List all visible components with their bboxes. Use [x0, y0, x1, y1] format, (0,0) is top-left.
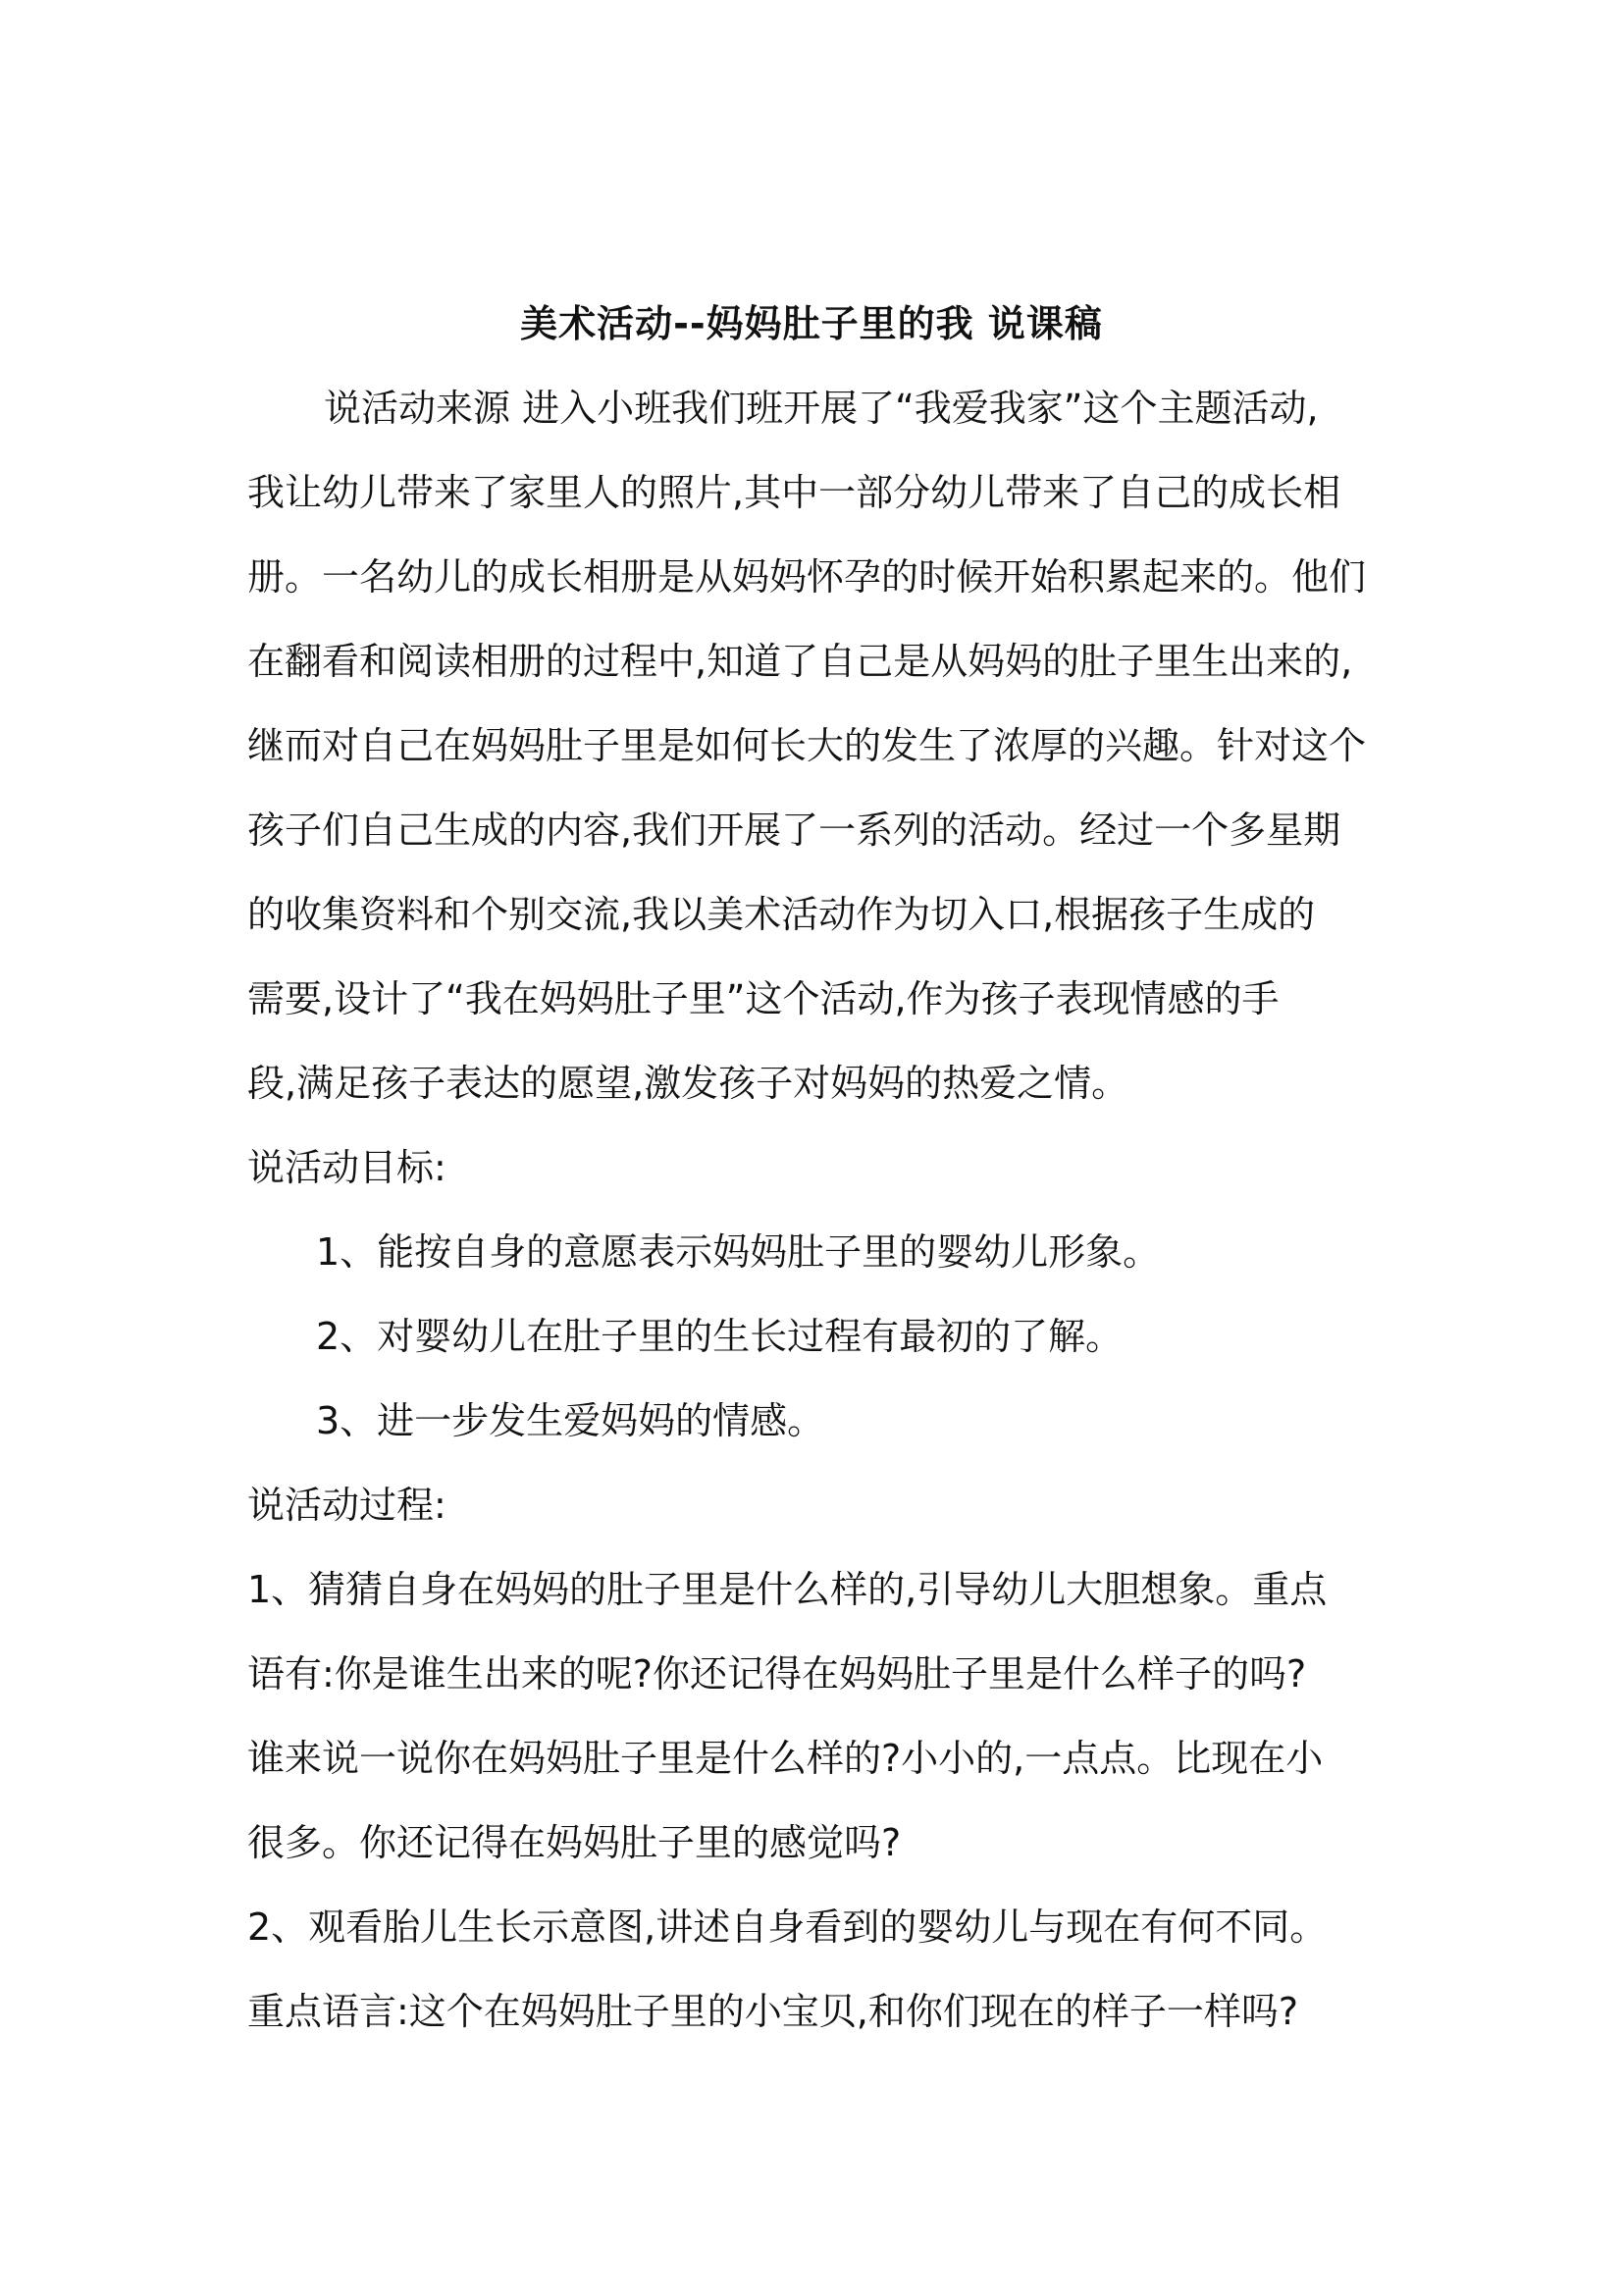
paragraph-line: 的收集资料和个别交流,我以美术活动作为切入口,根据孩子生成的	[247, 893, 1316, 936]
goal-item: 3、进一步发生爱妈妈的情感。	[316, 1399, 825, 1442]
paragraph-line: 2、观看胎儿生长示意图,讲述自身看到的婴幼儿与现在有何不同。	[247, 1905, 1328, 1949]
goal-item: 2、对婴幼儿在肚子里的生长过程有最初的了解。	[316, 1315, 1124, 1358]
paragraph-line: 谁来说一说你在妈妈肚子里是什么样的?小小的,一点点。比现在小	[247, 1737, 1324, 1780]
section-heading-process: 说活动过程:	[247, 1484, 446, 1527]
document-title: 美术活动--妈妈肚子里的我 说课稿	[520, 302, 1103, 345]
paragraph-line: 语有:你是谁生出来的呢?你还记得在妈妈肚子里是什么样子的吗?	[247, 1652, 1307, 1696]
paragraph-line: 我让幼儿带来了家里人的照片,其中一部分幼儿带来了自己的成长相	[247, 471, 1341, 514]
goal-item: 1、能按自身的意愿表示妈妈肚子里的婴幼儿形象。	[316, 1230, 1161, 1274]
paragraph-line: 说活动来源 进入小班我们班开展了“我爱我家”这个主题活动,	[324, 387, 1319, 430]
paragraph-line: 册。一名幼儿的成长相册是从妈妈怀孕的时候开始积累起来的。他们	[247, 555, 1367, 599]
paragraph-line: 重点语言:这个在妈妈肚子里的小宝贝,和你们现在的样子一样吗?	[247, 1990, 1299, 2033]
paragraph-line: 需要,设计了“我在妈妈肚子里”这个活动,作为孩子表现情感的手	[247, 977, 1280, 1020]
paragraph-line: 段,满足孩子表达的愿望,激发孩子对妈妈的热爱之情。	[247, 1062, 1129, 1105]
paragraph-line: 很多。你还记得在妈妈肚子里的感觉吗?	[247, 1821, 902, 1864]
paragraph-line: 在翻看和阅读相册的过程中,知道了自己是从妈妈的肚子里生出来的,	[247, 640, 1353, 683]
paragraph-line: 孩子们自己生成的内容,我们开展了一系列的活动。经过一个多星期	[247, 809, 1341, 852]
paragraph-line: 继而对自己在妈妈肚子里是如何长大的发生了浓厚的兴趣。针对这个	[247, 724, 1367, 767]
section-heading-goals: 说活动目标:	[247, 1146, 446, 1189]
paragraph-line: 1、猜猜自身在妈妈的肚子里是什么样的,引导幼儿大胆想象。重点	[247, 1568, 1328, 1611]
